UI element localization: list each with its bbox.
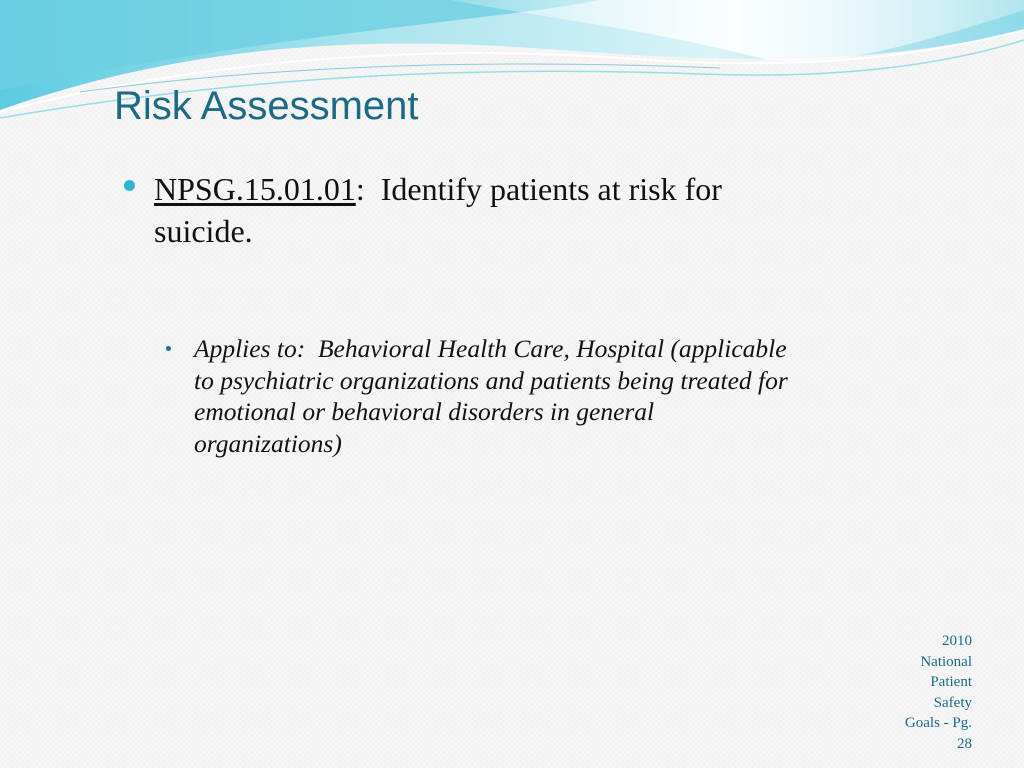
footer-line: 2010 xyxy=(942,633,972,649)
sub-bullet xyxy=(166,333,806,459)
footer-reference xyxy=(852,631,972,754)
sub-bullet-text: Applies to: Behavioral Health Care, Hospital (applicable to psychiatric organizations and patients being treated for emotional or behavioral disorders in general organizations) xyxy=(194,334,795,458)
bullet-dot-icon xyxy=(124,180,135,191)
goal-separator: : xyxy=(355,171,365,207)
sub-bullet-dot-icon xyxy=(166,346,171,351)
footer-line: 28 xyxy=(957,735,972,752)
footer-line: Safety xyxy=(933,694,972,711)
main-bullet xyxy=(126,168,786,252)
goal-code: NPSG.15.01.01 xyxy=(154,171,356,207)
footer-line: National xyxy=(920,653,972,670)
goal-description: Identify patients at risk for suicide. xyxy=(154,171,730,249)
footer-line: Patient xyxy=(930,674,972,690)
slide-title: Risk Assessment xyxy=(114,84,419,128)
main-bullet-text xyxy=(154,168,786,252)
footer-line: Goals - Pg. xyxy=(904,715,972,731)
